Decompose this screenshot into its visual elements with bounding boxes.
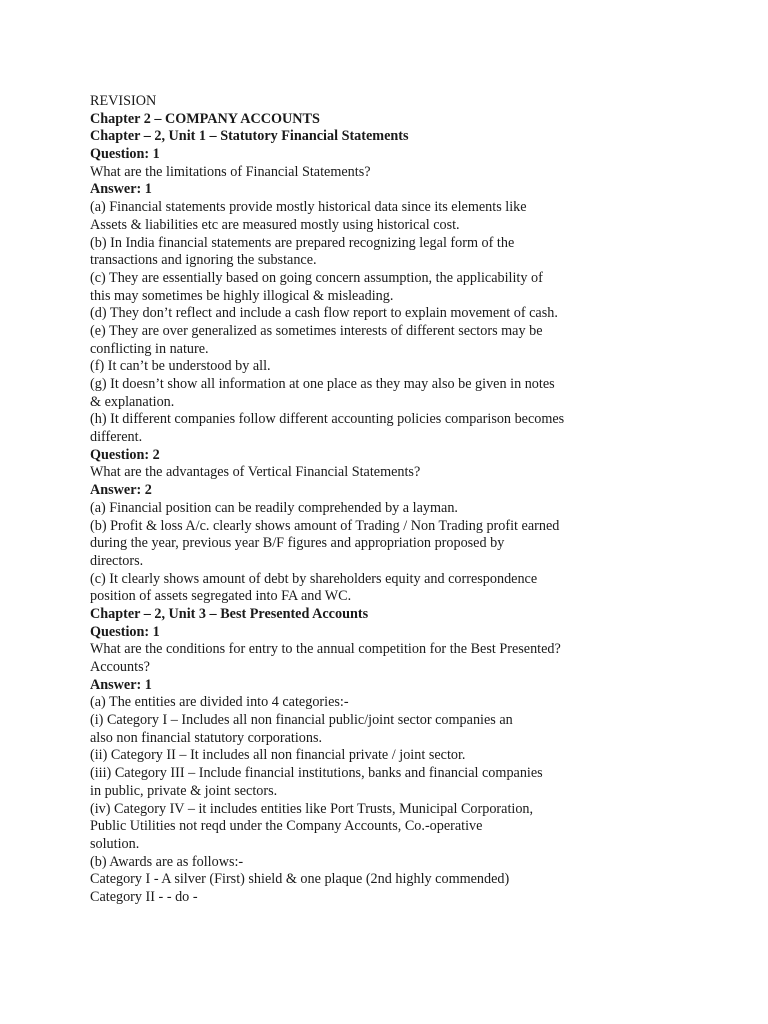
answer-line: transactions and ignoring the substance. xyxy=(90,252,317,269)
answer-line: also non financial statutory corporations. xyxy=(90,729,323,746)
answer-line: this may sometimes be highly illogical & misleading. xyxy=(90,287,394,304)
answer-line: solution. xyxy=(90,835,140,852)
answer-line: different. xyxy=(90,429,143,446)
answer-line: Category I - A silver (First) shield & one plaque (2nd highly commended) xyxy=(90,871,510,888)
answer-line: Assets & liabilities etc are measured mostly using historical cost. xyxy=(90,216,460,233)
answer-line: (ii) Category II – It includes all non financial private / joint sector. xyxy=(90,747,466,764)
answer-line: (b) In India financial statements are prepared recognizing legal form of the xyxy=(90,234,515,251)
answer-line: & explanation. xyxy=(90,393,175,410)
answer-line: position of assets segregated into FA and WC. xyxy=(90,588,352,605)
document-page xyxy=(90,93,730,907)
question-label: Question: 2 xyxy=(90,446,160,463)
question-text: What are the conditions for entry to the annual competition for the Best Presented? xyxy=(90,641,561,658)
answer-line: (c) They are essentially based on going concern assumption, the applicability of xyxy=(90,269,543,286)
answer-line: (d) They don’t reflect and include a cash flow report to explain movement of cash. xyxy=(90,305,558,322)
answer-label: Answer: 1 xyxy=(90,181,152,198)
question-text: Accounts? xyxy=(90,659,150,675)
question-text: What are the advantages of Vertical Financial Statements? xyxy=(90,464,421,481)
answer-line: Public Utilities not reqd under the Company Accounts, Co.-operative xyxy=(90,818,483,835)
question-label: Question: 1 xyxy=(90,623,160,640)
answer-line: directors. xyxy=(90,552,144,569)
answer-line: (c) It clearly shows amount of debt by shareholders equity and correspondence xyxy=(90,570,538,587)
answer-line: (b) Profit & loss A/c. clearly shows amount of Trading / Non Trading profit earned xyxy=(90,517,560,534)
question-text: What are the limitations of Financial Statements? xyxy=(90,163,371,180)
answer-line: (h) It different companies follow different accounting policies comparison becomes xyxy=(90,411,565,428)
answer-line: conflicting in nature. xyxy=(90,340,209,357)
document-title: REVISION xyxy=(90,93,157,109)
answer-label: Answer: 1 xyxy=(90,676,152,693)
answer-line: (iv) Category IV – it includes entities like Port Trusts, Municipal Corporation, xyxy=(90,800,534,817)
chapter-heading: Chapter 2 – COMPANY ACCOUNTS xyxy=(90,110,320,127)
answer-line: (i) Category I – Includes all non financial public/joint sector companies an xyxy=(90,712,513,729)
answer-line: (a) Financial statements provide mostly historical data since its elements like xyxy=(90,199,527,216)
answer-line: (e) They are over generalized as sometimes interests of different sectors may be xyxy=(90,322,543,339)
answer-line: (b) Awards are as follows:- xyxy=(90,853,244,870)
question-label: Question: 1 xyxy=(90,146,160,163)
unit-heading: Chapter – 2, Unit 3 – Best Presented Accounts xyxy=(90,605,369,622)
answer-line: (a) The entities are divided into 4 categories:- xyxy=(90,694,349,711)
answer-line: (g) It doesn’t show all information at one place as they may also be given in notes xyxy=(90,376,555,392)
answer-line: (a) Financial position can be readily comprehended by a layman. xyxy=(90,499,458,516)
answer-line: in public, private & joint sectors. xyxy=(90,782,278,799)
answer-line: (f) It can’t be understood by all. xyxy=(90,358,271,375)
answer-line: during the year, previous year B/F figures and appropriation proposed by xyxy=(90,535,505,552)
answer-line: Category II - - do - xyxy=(90,888,198,905)
answer-line: (iii) Category III – Include financial institutions, banks and financial companies xyxy=(90,765,543,782)
unit-heading: Chapter – 2, Unit 1 – Statutory Financial Statements xyxy=(90,128,409,145)
answer-label: Answer: 2 xyxy=(90,482,152,499)
